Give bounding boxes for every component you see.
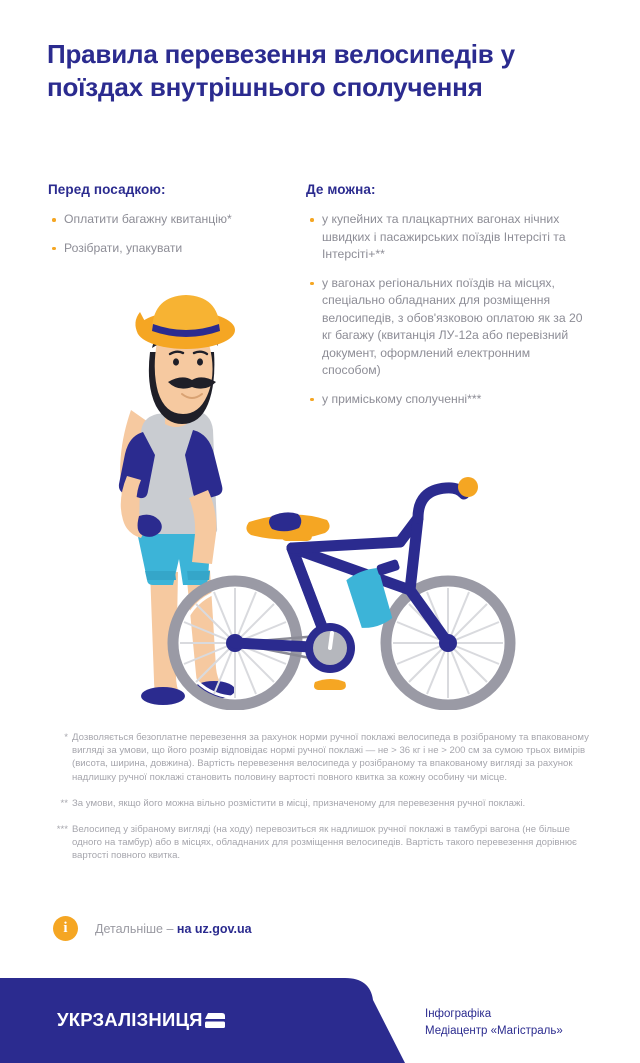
cyclist-with-bicycle-illustration bbox=[0, 290, 640, 710]
footnote-text: За умови, якщо його можна вільно розмістити в місці, призначеному для перевезення ручної поклажі. bbox=[72, 797, 526, 809]
uz-website-link[interactable]: на uz.gov.ua bbox=[176, 921, 252, 936]
section-heading-where-allowed: Де можна: bbox=[306, 182, 376, 197]
footnote-marker: *** bbox=[56, 824, 68, 836]
footnote bbox=[48, 797, 593, 810]
footnote-text: Дозволяється безоплатне перевезення за рахунок норми ручної поклажі велосипеда в розібраному та впакованому вигляді за умови, що його розмір відповідає нормі ручної поклажі — не > 36 кг і не > 200 см за сумою трьох вимірів (висота, ширина, довжина). Вартість перевезення велосипеда у розібраному та впакованому вигляді за рахунок надлишку ручної поклажі становить половину вартості повного квитка за кожну особину чи місце. bbox=[72, 732, 589, 783]
ukrzaliznytsia-logo bbox=[57, 1009, 225, 1031]
train-logo-icon bbox=[205, 1012, 225, 1029]
page-title: Правила перевезення велосипедів у поїздах внутрішнього сполучення bbox=[47, 39, 515, 102]
more-info-row[interactable] bbox=[53, 916, 252, 941]
more-info-prefix: Детальніше – bbox=[95, 921, 177, 936]
credits-line-2: Медіацентр «Магістраль» bbox=[425, 1024, 563, 1037]
footnotes bbox=[48, 731, 593, 876]
list-item: у купейних та плацкартних вагонах нічних швидких і пасажирських поїздів Інтерсіті та Інтерсіті+** bbox=[306, 211, 586, 264]
before-boarding-list bbox=[48, 211, 263, 257]
list-item: Оплатити багажну квитанцію* bbox=[48, 211, 263, 229]
footnote-marker: * bbox=[64, 732, 68, 743]
footnote-marker: ** bbox=[60, 797, 68, 809]
footnote bbox=[48, 731, 593, 784]
more-info-text bbox=[95, 922, 252, 936]
logo-wordmark: УКРЗАЛІЗНИЦЯ bbox=[57, 1009, 203, 1030]
section-heading-before-boarding: Перед посадкою: bbox=[48, 182, 166, 197]
list-item: Розібрати, упакувати bbox=[48, 240, 263, 258]
section-before-boarding bbox=[48, 182, 263, 268]
footer-credits bbox=[425, 1006, 563, 1039]
list-item: у вагонах регіональних поїздів на місцях, спеціально обладнаних для розміщення велосипедів, з обов'язковою оплатою як за 20 кг багажу (квитанція ЛУ-12а або перевізний документ, оформлений електронним способом) bbox=[306, 275, 586, 380]
list-item: у приміському сполученні*** bbox=[306, 391, 586, 409]
credits-line-1: Інфографіка bbox=[425, 1008, 492, 1020]
info-icon: i bbox=[53, 916, 78, 941]
footnote bbox=[48, 823, 593, 863]
footnote-text: Велосипед у зібраному вигляді (на ходу) перевозиться як надлишок ручної поклажі в тамбурі вагона (не більше одного на тамбур) або в місцях, обладнаних для розміщення велосипедів. Вартість такого перевезення дорівнює вартості повного квитка. bbox=[72, 824, 577, 862]
